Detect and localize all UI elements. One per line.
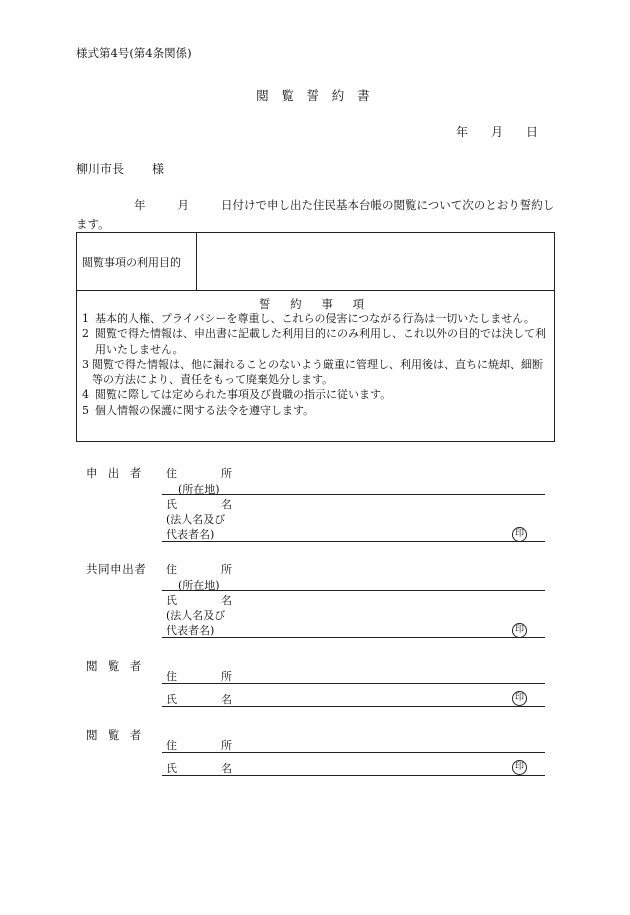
label-char: 氏 (166, 693, 177, 706)
label-char: 名 (221, 693, 232, 706)
co-applicant-name-line[interactable] (162, 637, 545, 638)
viewer-address-line[interactable] (162, 683, 545, 684)
co-applicant-address-label (166, 561, 232, 577)
addressee-honorific: 様 (152, 162, 165, 176)
pledge-text: 閲覧で得た情報は、他に漏れることのないよう厳重に管理し、利用後は、直ちに焼却、細断等の方法により、責任をもって廃棄処分します。 (92, 357, 543, 387)
pledge-item (82, 357, 550, 388)
co-applicant-corp-note: (法人名及び (166, 609, 226, 622)
pledge-text: 閲覧に際しては定められた事項及び貴職の指示に従います。 (95, 388, 392, 402)
applicant-corp-note: (法人名及び (166, 513, 226, 526)
applicant-name-line[interactable] (162, 541, 545, 542)
label-char: 氏 (166, 594, 177, 607)
label-char: 所 (221, 739, 232, 752)
pledge-number: 2 (82, 327, 89, 341)
label-char: 氏 (166, 762, 177, 775)
seal-icon: 印 (512, 691, 527, 706)
addressee-name: 柳川市長 (76, 162, 125, 176)
form-number: 様式第4号(第4条関係) (76, 46, 192, 60)
viewer-address-label (166, 737, 232, 753)
applicant-rep-note: 代表者名) (166, 528, 215, 541)
applicant-address-label (166, 465, 232, 481)
intro-paragraph (76, 196, 556, 234)
label-char: 住 (166, 739, 177, 752)
document-title: 閲 覧 誓 約 書 (256, 88, 374, 103)
purpose-row (77, 233, 554, 291)
pledge-number: 4 (82, 388, 89, 402)
label-char: 所 (221, 467, 232, 480)
pledge-title: 誓 約 事 項 (258, 297, 373, 311)
date-line: 年 月 日 (455, 125, 538, 139)
co-applicant-rep-note: 代表者名) (166, 624, 215, 637)
pledge-item (82, 387, 550, 402)
applicant-location-note: (所在地) (178, 483, 220, 496)
co-applicant-label: 共同申出者 (86, 562, 147, 576)
viewer-label: 閲覧者 (86, 659, 152, 673)
seal-icon: 印 (512, 527, 527, 542)
label-char: 所 (221, 670, 232, 683)
label-char: 住 (166, 467, 177, 480)
viewer-name-label (166, 691, 232, 707)
purpose-label: 閲覧事項の利用目的 (77, 233, 197, 290)
co-applicant-name-label (166, 592, 232, 608)
co-applicant-location-note: (所在地) (178, 579, 220, 592)
seal-icon: 印 (512, 760, 527, 775)
co-applicant-address-line[interactable] (162, 590, 545, 591)
pledge-item (82, 326, 550, 357)
intro-month: 月 (177, 198, 189, 212)
addressee (76, 160, 164, 177)
intro-text: 日付けで申し出た住民基本台帳の閲覧について次のとおり誓約します。 (76, 198, 555, 231)
pledge-number: 5 (82, 403, 89, 417)
viewer-name-label (166, 760, 232, 776)
label-char: 名 (221, 498, 232, 511)
viewer-address-line[interactable] (162, 752, 545, 753)
intro-year: 年 (134, 198, 146, 212)
applicant-name-label (166, 496, 232, 512)
pledge-table (76, 232, 555, 442)
pledge-text: 閲覧で得た情報は、申出書に記載した利用目的にのみ利用し、これ以外の目的では決して利用いたしません。 (95, 327, 546, 356)
seal-icon: 印 (512, 623, 527, 638)
pledge-number: 1 (82, 312, 89, 325)
viewer-name-line[interactable] (162, 775, 545, 776)
pledge-item (82, 311, 550, 326)
pledge-number: 3 (82, 357, 89, 371)
label-char: 名 (221, 594, 232, 607)
pledge-text: 基本的人権、プライバシーを尊重し、これらの侵害につながる行為は一切いたしません。 (95, 312, 535, 325)
pledge-text: 個人情報の保護に関する法令を遵守します。 (95, 403, 315, 417)
label-char: 所 (221, 563, 232, 576)
viewer-name-line[interactable] (162, 706, 545, 707)
label-char: 住 (166, 563, 177, 576)
label-char: 氏 (166, 498, 177, 511)
viewer-address-label (166, 668, 232, 684)
label-char: 住 (166, 670, 177, 683)
viewer-label: 閲覧者 (86, 728, 152, 742)
pledge-list (82, 311, 550, 418)
pledge-item (82, 403, 550, 418)
applicant-address-line[interactable] (162, 494, 545, 495)
label-char: 名 (221, 762, 232, 775)
applicant-label: 申出者 (86, 466, 152, 480)
